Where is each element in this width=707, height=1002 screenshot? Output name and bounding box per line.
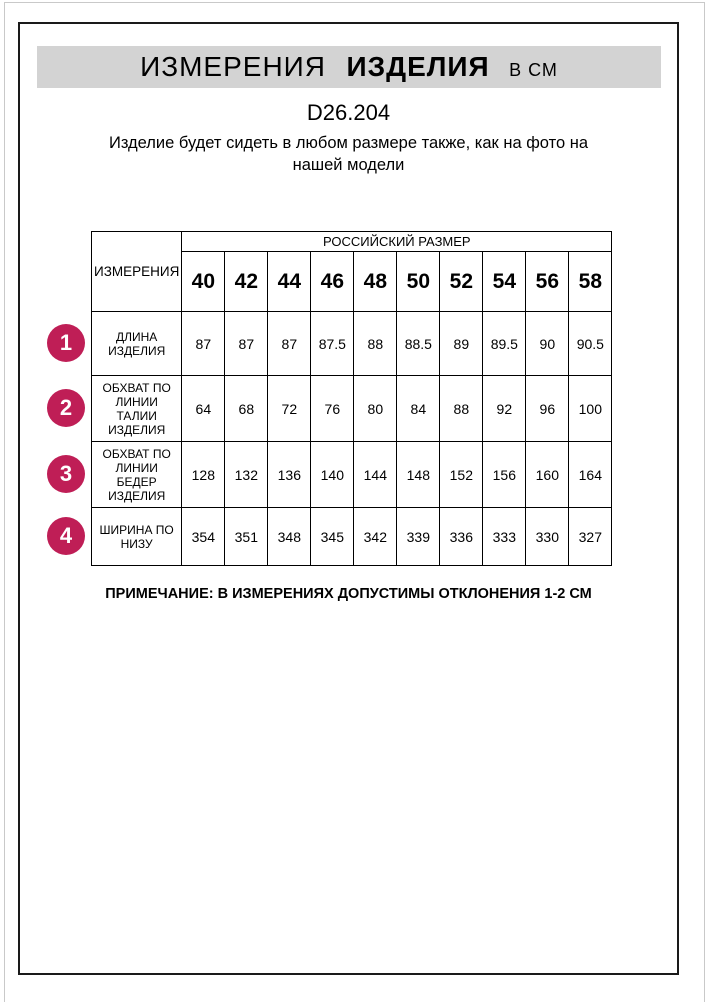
table-cell: 128 xyxy=(182,442,225,508)
table-row xyxy=(92,312,612,376)
table-cell: 92 xyxy=(483,376,526,442)
table-cell: 144 xyxy=(354,442,397,508)
size-column-header: 44 xyxy=(268,252,311,312)
table-cell: 84 xyxy=(397,376,440,442)
row-number-badge: 4 xyxy=(47,517,85,555)
table-cell: 156 xyxy=(483,442,526,508)
table-cell: 140 xyxy=(311,442,354,508)
table-cell: 88 xyxy=(440,376,483,442)
size-column-header: 58 xyxy=(569,252,612,312)
size-column-header: 42 xyxy=(225,252,268,312)
table-cell: 87 xyxy=(182,312,225,376)
table-cell: 87 xyxy=(225,312,268,376)
row-label-hips: ОБХВАТ ПО ЛИНИИ БЕДЕР ИЗДЕЛИЯ xyxy=(92,442,182,508)
size-column-header: 50 xyxy=(397,252,440,312)
title-word-product: ИЗДЕЛИЯ xyxy=(346,51,490,82)
product-code: D26.204 xyxy=(306,100,391,125)
row-label-waist: ОБХВАТ ПО ЛИНИИ ТАЛИИ ИЗДЕЛИЯ xyxy=(92,376,182,442)
size-column-header: 56 xyxy=(526,252,569,312)
size-measurements-table xyxy=(91,231,612,566)
measurements-column-header: ИЗМЕРЕНИЯ xyxy=(92,232,182,312)
russian-size-header: РОССИЙСКИЙ РАЗМЕР xyxy=(182,232,612,252)
document-page xyxy=(18,22,679,975)
table-cell: 80 xyxy=(354,376,397,442)
table-cell: 90.5 xyxy=(569,312,612,376)
table-row xyxy=(92,508,612,566)
title-word-measurements: ИЗМЕРЕНИЯ xyxy=(140,51,327,82)
tolerance-note: ПРИМЕЧАНИЕ: В ИЗМЕРЕНИЯХ ДОПУСТИМЫ ОТКЛОНЕНИЯ 1-2 СМ xyxy=(105,586,592,602)
table-cell: 76 xyxy=(311,376,354,442)
table-cell: 345 xyxy=(311,508,354,566)
table-cell: 87 xyxy=(268,312,311,376)
table-cell: 88.5 xyxy=(397,312,440,376)
size-column-header: 46 xyxy=(311,252,354,312)
table-cell: 160 xyxy=(526,442,569,508)
title-bar xyxy=(37,46,661,88)
row-number-badge: 3 xyxy=(47,455,85,493)
table-cell: 148 xyxy=(397,442,440,508)
table-cell: 89 xyxy=(440,312,483,376)
table-cell: 354 xyxy=(182,508,225,566)
table-cell: 132 xyxy=(225,442,268,508)
table-cell: 72 xyxy=(268,376,311,442)
table-cell: 164 xyxy=(569,442,612,508)
table-row xyxy=(92,442,612,508)
table-cell: 96 xyxy=(526,376,569,442)
table-cell: 342 xyxy=(354,508,397,566)
table-cell: 336 xyxy=(440,508,483,566)
table-cell: 152 xyxy=(440,442,483,508)
table-group-header-row xyxy=(92,232,612,252)
table-cell: 339 xyxy=(397,508,440,566)
table-cell: 348 xyxy=(268,508,311,566)
table-cell: 90 xyxy=(526,312,569,376)
size-column-header: 40 xyxy=(182,252,225,312)
title-unit-cm: В СМ xyxy=(509,60,558,80)
size-column-header: 54 xyxy=(483,252,526,312)
table-cell: 351 xyxy=(225,508,268,566)
table-cell: 87.5 xyxy=(311,312,354,376)
table-cell: 100 xyxy=(569,376,612,442)
size-column-header: 52 xyxy=(440,252,483,312)
row-number-badge: 2 xyxy=(47,389,85,427)
table-cell: 330 xyxy=(526,508,569,566)
row-label-length: ДЛИНА ИЗДЕЛИЯ xyxy=(92,312,182,376)
table-cell: 89.5 xyxy=(483,312,526,376)
size-column-header: 48 xyxy=(354,252,397,312)
fit-description: Изделие будет сидеть в любом размере также, как на фото на нашей модели xyxy=(108,134,589,174)
table-cell: 333 xyxy=(483,508,526,566)
table-row xyxy=(92,376,612,442)
table-cell: 68 xyxy=(225,376,268,442)
table-cell: 64 xyxy=(182,376,225,442)
table-cell: 88 xyxy=(354,312,397,376)
row-label-bottom-width: ШИРИНА ПО НИЗУ xyxy=(92,508,182,566)
table-cell: 327 xyxy=(569,508,612,566)
row-number-badge: 1 xyxy=(47,324,85,362)
table-cell: 136 xyxy=(268,442,311,508)
